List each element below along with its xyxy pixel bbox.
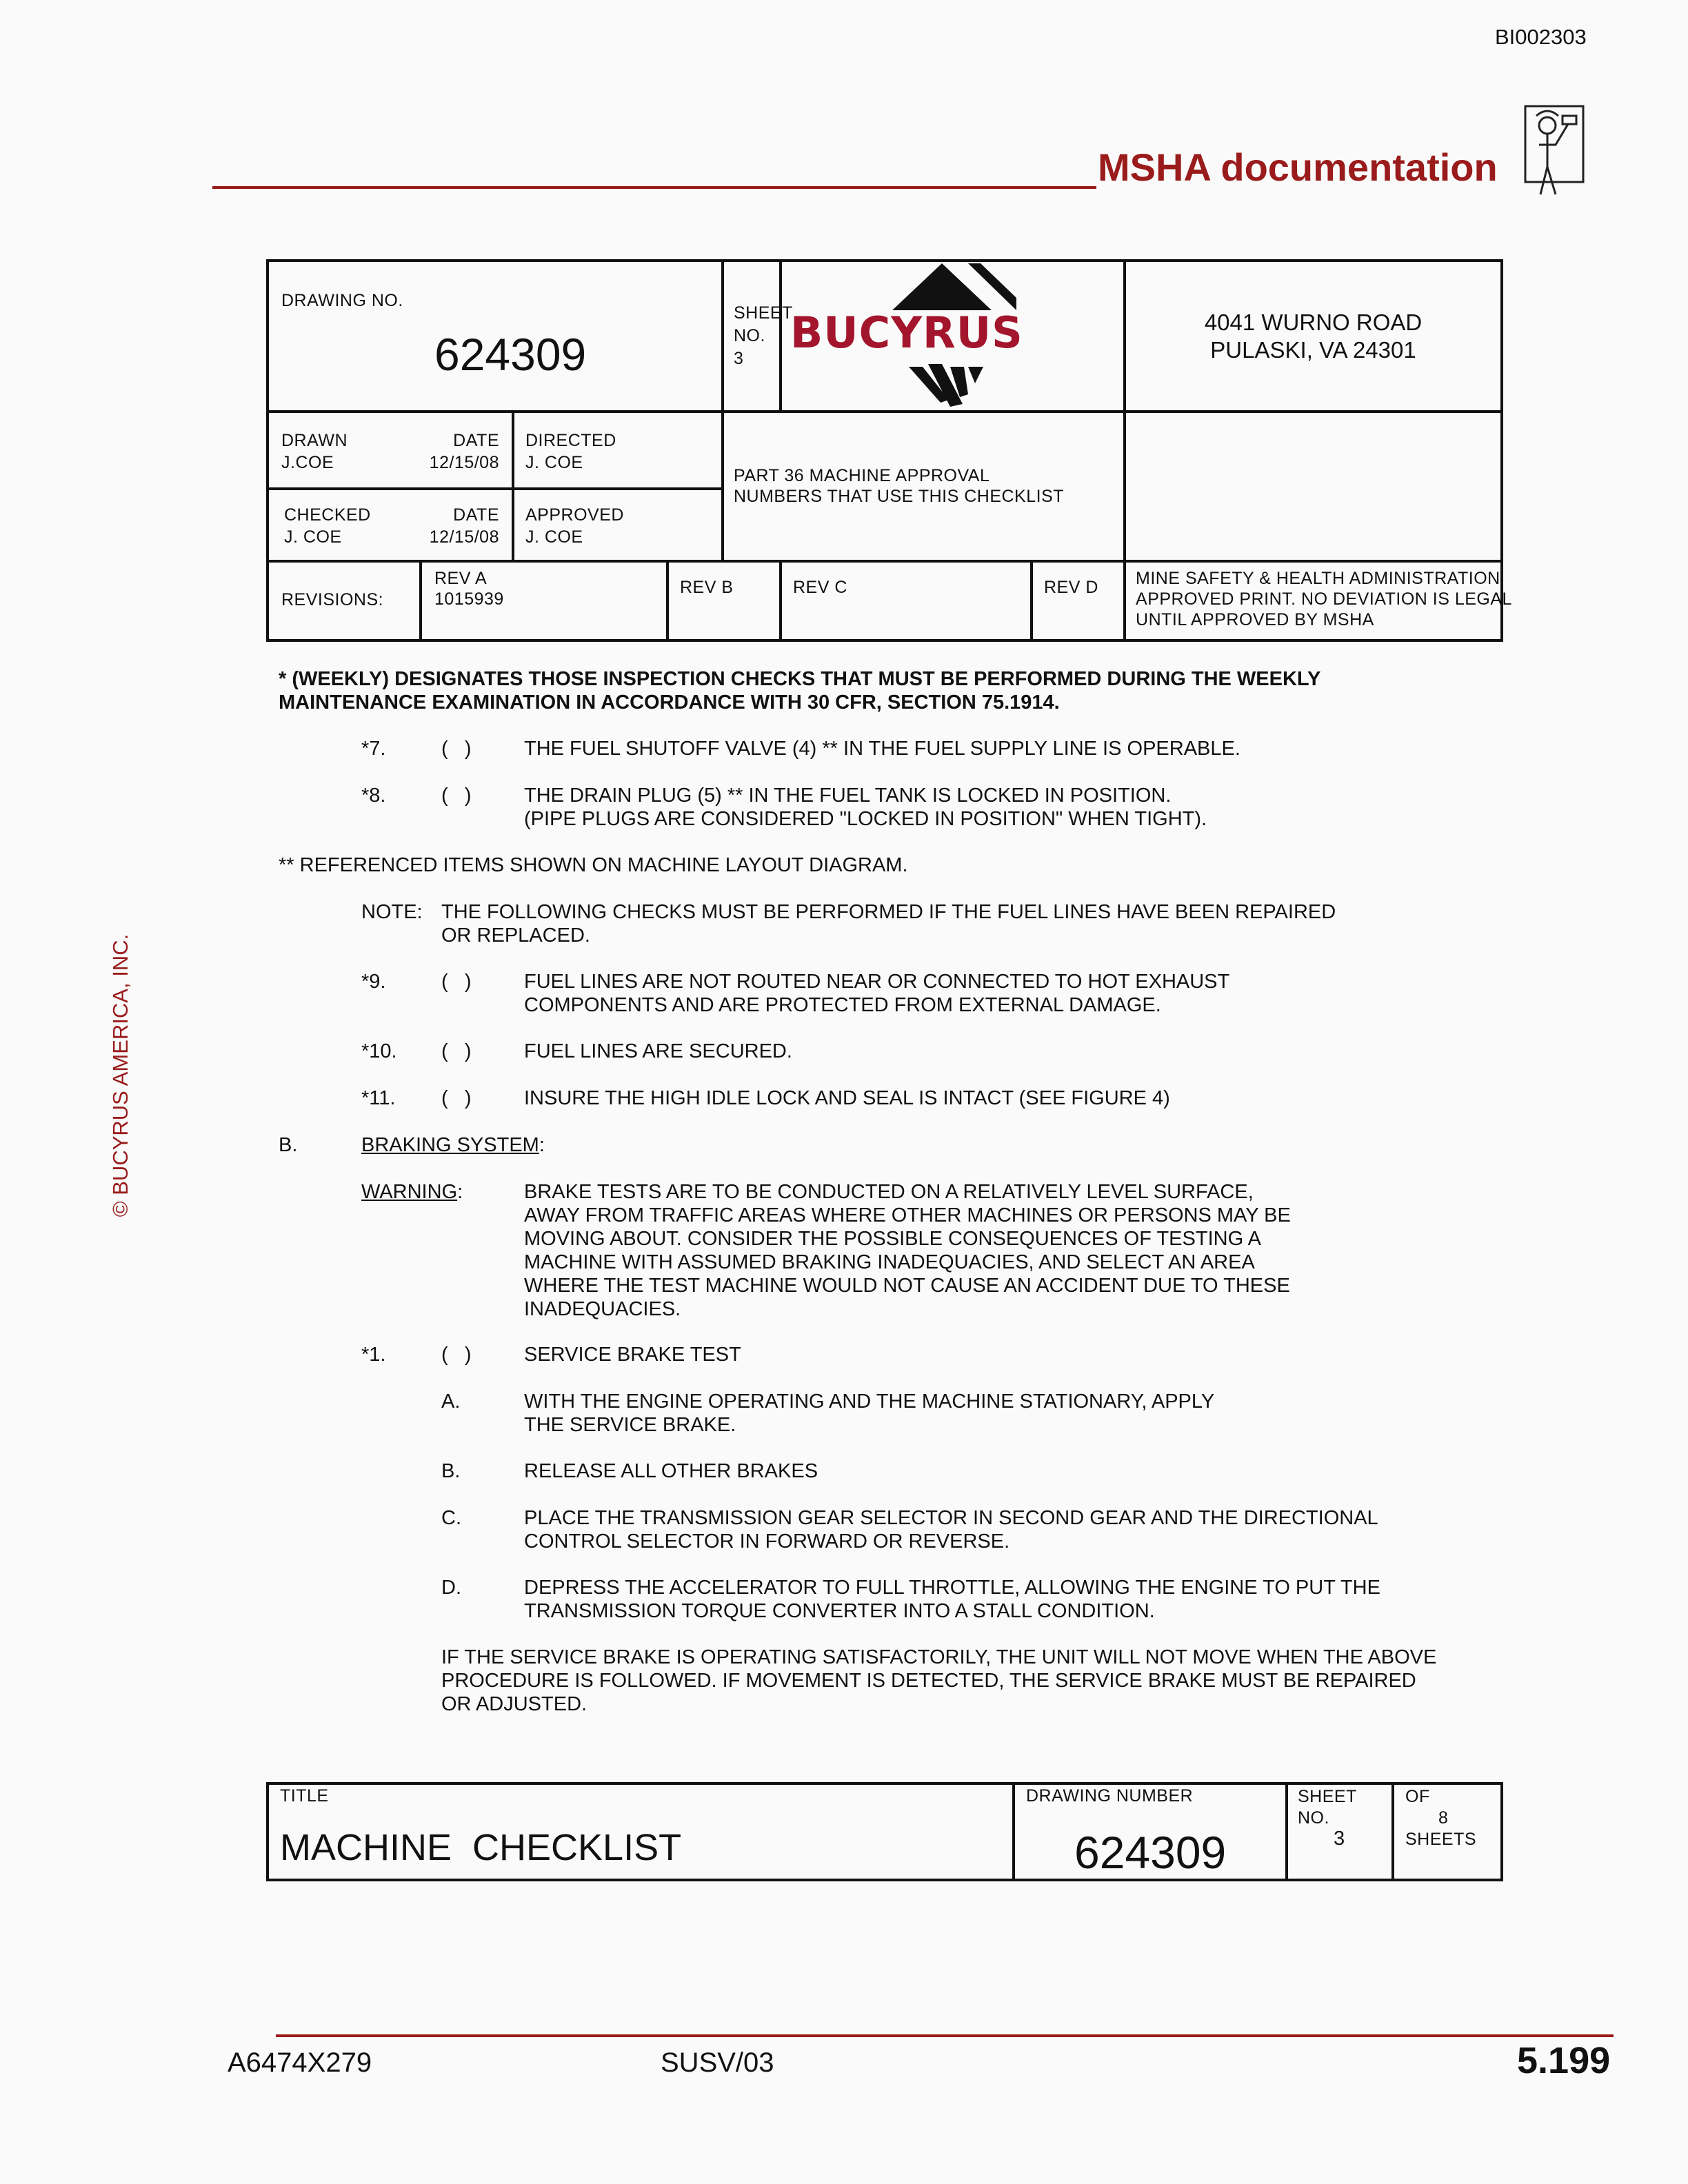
warning-label: WARNING bbox=[361, 1181, 458, 1203]
step-a-line-1: WITH THE ENGINE OPERATING AND THE MACHINE STATIONARY, APPLY bbox=[524, 1391, 1215, 1413]
rev-a-cell bbox=[421, 561, 667, 640]
rev-a-number: 1015939 bbox=[434, 589, 504, 609]
copyright-vertical: © BUCYRUS AMERICA, INC. bbox=[108, 933, 132, 1217]
brake-item-1-text: SERVICE BRAKE TEST bbox=[524, 1344, 741, 1366]
weekly-note-line-1: * (WEEKLY) DESIGNATES THOSE INSPECTION CHECKS THAT MUST BE PERFORMED DURING THE WEEKLY bbox=[279, 668, 1321, 690]
page-number: 5.199 bbox=[1517, 2040, 1611, 2081]
referenced-note: ** REFERENCED ITEMS SHOWN ON MACHINE LAYOUT DIAGRAM. bbox=[279, 854, 908, 876]
step-a-line-2: THE SERVICE BRAKE. bbox=[524, 1414, 736, 1436]
drawing-number-label: DRAWING NUMBER bbox=[1026, 1786, 1194, 1806]
weekly-note bbox=[279, 667, 1320, 714]
bottom-no-label: NO. bbox=[1298, 1808, 1329, 1828]
brake-item-1-number: *1. bbox=[361, 1344, 386, 1366]
rev-b-label: REV B bbox=[680, 578, 734, 597]
item-10-checkbox: ( ) bbox=[441, 1040, 472, 1062]
item-9-checkbox: ( ) bbox=[441, 971, 472, 993]
rev-c-cell bbox=[781, 561, 1032, 640]
warning-line-6: INADEQUACIES. bbox=[524, 1298, 681, 1320]
rev-c-label: REV C bbox=[793, 578, 847, 597]
document-title: MACHINE CHECKLIST bbox=[280, 1827, 682, 1868]
drawn-label: DRAWN bbox=[281, 431, 348, 450]
item-7-text: THE FUEL SHUTOFF VALVE (4) ** IN THE FUEL SUPPLY LINE IS OPERABLE. bbox=[524, 738, 1240, 760]
drawn-cell bbox=[268, 412, 513, 489]
approved-label: APPROVED bbox=[525, 505, 624, 525]
section-b-letter: B. bbox=[279, 1134, 298, 1156]
footer-rule bbox=[276, 2034, 1614, 2037]
final-paragraph bbox=[441, 1646, 1436, 1716]
item-11-number: *11. bbox=[361, 1087, 396, 1109]
address-line-2: PULASKI, VA 24301 bbox=[1210, 337, 1416, 363]
section-b-colon: : bbox=[539, 1134, 545, 1156]
approved-cell bbox=[513, 489, 723, 561]
weekly-note-line-2: MAINTENANCE EXAMINATION IN ACCORDANCE WITH 30 CFR, SECTION 75.1914. bbox=[279, 691, 1060, 714]
rev-a-label: REV A bbox=[434, 569, 488, 588]
bottom-title-block bbox=[266, 1782, 1503, 1881]
item-7-checkbox: ( ) bbox=[441, 738, 472, 760]
checked-date: 12/15/08 bbox=[429, 527, 499, 547]
bottom-sheet-no: 3 bbox=[1334, 1828, 1345, 1850]
step-d-line-1: DEPRESS THE ACCELERATOR TO FULL THROTTLE, ALLOWING THE ENGINE TO PUT THE bbox=[524, 1577, 1380, 1599]
brake-item-1-checkbox: ( ) bbox=[441, 1344, 472, 1366]
msha-notice-cell bbox=[1125, 561, 1512, 640]
section-b-title: BRAKING SYSTEM bbox=[361, 1134, 539, 1156]
directed-cell bbox=[513, 412, 723, 489]
revisions-label: REVISIONS: bbox=[281, 590, 384, 609]
worker-icon bbox=[1523, 103, 1586, 200]
item-8-text-line-1: THE DRAIN PLUG (5) ** IN THE FUEL TANK IS LOCKED IN POSITION. bbox=[524, 785, 1172, 807]
title-block bbox=[266, 259, 1512, 642]
bottom-sheet-label: SHEET bbox=[1298, 1787, 1357, 1806]
checked-label: CHECKED bbox=[284, 505, 371, 525]
address-line-1: 4041 WURNO ROAD bbox=[1204, 310, 1423, 335]
logo-cell bbox=[781, 261, 1125, 412]
item-8-text-line-2: (PIPE PLUGS ARE CONSIDERED "LOCKED IN POSITION" WHEN TIGHT). bbox=[524, 808, 1207, 830]
title-cell bbox=[268, 1783, 1014, 1880]
warning-text bbox=[524, 1180, 1291, 1321]
step-d-letter: D. bbox=[441, 1577, 461, 1599]
part36-cell bbox=[723, 412, 1125, 561]
directed-label: DIRECTED bbox=[525, 431, 616, 450]
rev-b-cell bbox=[667, 561, 781, 640]
footer-middle-code: SUSV/03 bbox=[661, 2048, 774, 2078]
item-10-text: FUEL LINES ARE SECURED. bbox=[524, 1040, 792, 1062]
checked-cell bbox=[268, 489, 513, 561]
step-d-line-2: TRANSMISSION TORQUE CONVERTER INTO A STALL CONDITION. bbox=[524, 1600, 1155, 1622]
document-id: BI002303 bbox=[1495, 25, 1587, 49]
approval-numbers-cell bbox=[1125, 412, 1502, 561]
approved-by: J. COE bbox=[525, 527, 583, 547]
address-cell bbox=[1125, 261, 1502, 412]
final-line-1: IF THE SERVICE BRAKE IS OPERATING SATISFACTORILY, THE UNIT WILL NOT MOVE WHEN THE ABOVE bbox=[441, 1646, 1437, 1668]
drawing-no: 624309 bbox=[434, 329, 587, 380]
step-c-line-1: PLACE THE TRANSMISSION GEAR SELECTOR IN SECOND GEAR AND THE DIRECTIONAL bbox=[524, 1507, 1378, 1529]
no-label: NO. bbox=[734, 326, 765, 345]
title-label: TITLE bbox=[280, 1786, 329, 1806]
of-sheets-cell bbox=[1393, 1783, 1502, 1880]
item-8-checkbox: ( ) bbox=[441, 785, 472, 807]
bottom-sheet-cell bbox=[1287, 1783, 1393, 1880]
note-label: NOTE: bbox=[361, 901, 423, 923]
warning-line-5: WHERE THE TEST MACHINE WOULD NOT CAUSE AN ACCIDENT DUE TO THESE bbox=[524, 1275, 1290, 1297]
item-7-number: *7. bbox=[361, 738, 386, 760]
drawing-no-cell bbox=[268, 261, 723, 412]
warning-line-4: MACHINE WITH ASSUMED BRAKING INADEQUACIES, AND SELECT AN AREA bbox=[524, 1251, 1255, 1273]
item-9-text-line-1: FUEL LINES ARE NOT ROUTED NEAR OR CONNECTED TO HOT EXHAUST bbox=[524, 971, 1230, 993]
drawing-no-label: DRAWING NO. bbox=[281, 291, 403, 310]
footer-left-code: A6474X279 bbox=[228, 2048, 372, 2078]
sheets-label: SHEETS bbox=[1405, 1830, 1477, 1849]
step-b-line-1: RELEASE ALL OTHER BRAKES bbox=[524, 1460, 818, 1482]
warning-line-2: AWAY FROM TRAFFIC AREAS WHERE OTHER MACHINES OR PERSONS MAY BE bbox=[524, 1204, 1291, 1226]
msha-notice-line-1: MINE SAFETY & HEALTH ADMINISTRATION bbox=[1136, 569, 1500, 588]
item-11-checkbox: ( ) bbox=[441, 1087, 472, 1109]
step-a-letter: A. bbox=[441, 1391, 461, 1413]
section-b-heading bbox=[361, 1133, 545, 1157]
sheet-label: SHEET bbox=[734, 303, 793, 323]
item-8-number: *8. bbox=[361, 785, 386, 807]
final-line-3: OR ADJUSTED. bbox=[441, 1693, 587, 1715]
note-line-2: OR REPLACED. bbox=[441, 924, 590, 947]
part36-line-1: PART 36 MACHINE APPROVAL bbox=[734, 466, 990, 485]
of-label: OF bbox=[1405, 1787, 1430, 1806]
revisions-label-cell bbox=[268, 561, 421, 640]
drawn-date: 12/15/08 bbox=[429, 453, 499, 472]
sheet-no-cell bbox=[723, 261, 793, 412]
bucyrus-logo: BUCYRUS bbox=[790, 307, 1023, 358]
final-line-2: PROCEDURE IS FOLLOWED. IF MOVEMENT IS DETECTED, THE SERVICE BRAKE MUST BE REPAIRED bbox=[441, 1670, 1416, 1692]
step-b-letter: B. bbox=[441, 1460, 461, 1482]
warning-colon: : bbox=[457, 1181, 463, 1203]
directed-by: J. COE bbox=[525, 453, 583, 472]
checked-by: J. COE bbox=[284, 527, 342, 547]
of-total: 8 bbox=[1438, 1808, 1449, 1828]
msha-notice-line-3: UNTIL APPROVED BY MSHA bbox=[1136, 610, 1374, 629]
item-10-number: *10. bbox=[361, 1040, 397, 1062]
part36-line-2: NUMBERS THAT USE THIS CHECKLIST bbox=[734, 487, 1065, 506]
warning-heading bbox=[361, 1180, 463, 1204]
drawing-number-cell bbox=[1014, 1783, 1287, 1880]
step-c-letter: C. bbox=[441, 1507, 461, 1529]
msha-notice-line-2: APPROVED PRINT. NO DEVIATION IS LEGAL bbox=[1136, 589, 1512, 609]
rev-d-cell bbox=[1032, 561, 1125, 640]
drawing-number: 624309 bbox=[1074, 1827, 1227, 1878]
drawn-date-label: DATE bbox=[453, 431, 499, 450]
header-title: MSHA documentation bbox=[1098, 145, 1498, 189]
note-line-1: THE FOLLOWING CHECKS MUST BE PERFORMED IF THE FUEL LINES HAVE BEEN REPAIRED bbox=[441, 901, 1336, 923]
item-9-number: *9. bbox=[361, 971, 386, 993]
warning-line-3: MOVING ABOUT. CONSIDER THE POSSIBLE CONSEQUENCES OF TESTING A bbox=[524, 1228, 1261, 1250]
item-11-text: INSURE THE HIGH IDLE LOCK AND SEAL IS INTACT (SEE FIGURE 4) bbox=[524, 1087, 1170, 1109]
checked-date-label: DATE bbox=[453, 505, 499, 525]
item-9-text-line-2: COMPONENTS AND ARE PROTECTED FROM EXTERNAL DAMAGE. bbox=[524, 994, 1161, 1016]
step-c-line-2: CONTROL SELECTOR IN FORWARD OR REVERSE. bbox=[524, 1530, 1010, 1553]
warning-line-1: BRAKE TESTS ARE TO BE CONDUCTED ON A RELATIVELY LEVEL SURFACE, bbox=[524, 1181, 1254, 1203]
rev-d-label: REV D bbox=[1044, 578, 1098, 597]
sheet-no: 3 bbox=[734, 349, 744, 368]
drawn-by: J.COE bbox=[281, 453, 334, 472]
header-rule bbox=[212, 186, 1096, 189]
